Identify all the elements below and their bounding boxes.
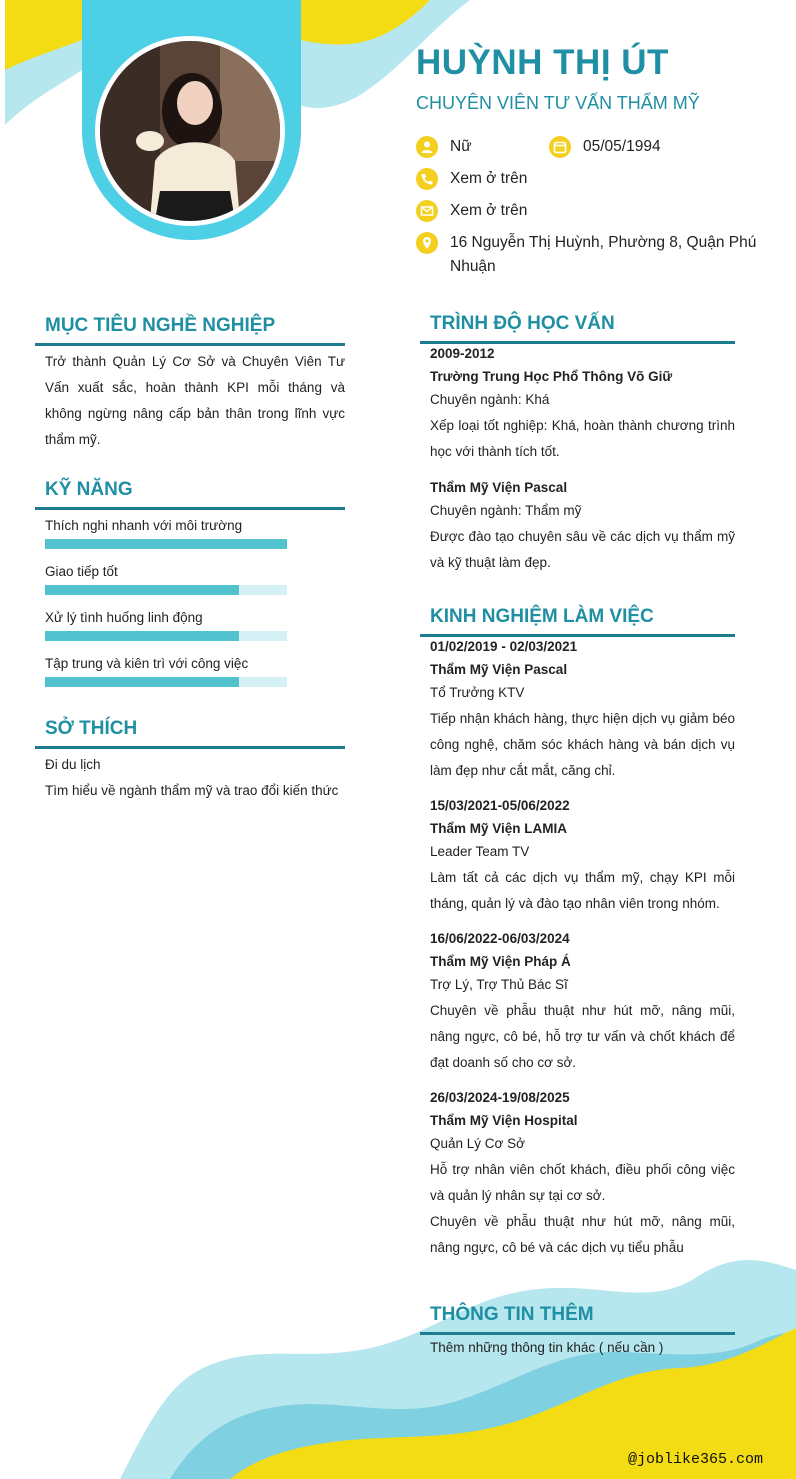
objective-text: Trở thành Quản Lý Cơ Sở và Chuyên Viên Tư Vấn xuất sắc, hoàn thành KPI mỗi tháng và không ngừng nâng cấp bản thân trong lĩnh vực thẩm mỹ. [45, 354, 345, 447]
company-name: Thẩm Mỹ Viện Pháp Á [430, 954, 571, 969]
experience-date: 16/06/2022-06/03/2024 [430, 931, 570, 946]
job-role: Trợ Lý, Trợ Thủ Bác Sĩ [430, 977, 568, 992]
job-title: CHUYÊN VIÊN TƯ VẤN THẨM MỸ [416, 93, 700, 113]
extra-heading: THÔNG TIN THÊM [420, 1302, 735, 1335]
extra-text: Thêm những thông tin khác ( nếu cần ) [430, 1340, 664, 1355]
company-name: Thẩm Mỹ Viện LAMIA [430, 821, 568, 836]
person-icon [416, 136, 438, 158]
school-name: Thẩm Mỹ Viện Pascal [430, 480, 568, 495]
address: 16 Nguyễn Thị Huỳnh, Phường 8, Quận Phú Nhuận [450, 234, 757, 275]
extra-section [430, 1335, 735, 1361]
education-major: Chuyên ngành: Khá [430, 392, 550, 407]
birthday-row [549, 136, 661, 159]
education-entry [430, 478, 735, 576]
skill-bar-fill [45, 539, 287, 549]
education-list [430, 345, 735, 576]
company-name: Thẩm Mỹ Viện Pascal [430, 662, 568, 677]
hobby-item: Tìm hiểu về ngành thẩm mỹ và trao đổi kiến thức [45, 783, 339, 798]
header [416, 42, 776, 114]
skill-bar-fill [45, 677, 239, 687]
skill-bar [45, 539, 287, 549]
company-name: Thẩm Mỹ Viện Hospital [430, 1113, 578, 1128]
skill-bar-fill [45, 585, 239, 595]
calendar-icon [549, 136, 571, 158]
objective-heading: MỤC TIÊU NGHỀ NGHIỆP [35, 313, 345, 346]
email-row [416, 200, 527, 223]
experience-list [430, 638, 735, 1261]
email: Xem ở trên [450, 202, 528, 219]
skill-bar [45, 585, 287, 595]
experience-heading: KINH NGHIỆM LÀM VIỆC [420, 604, 735, 637]
phone: Xem ở trên [450, 170, 528, 187]
skills-heading: KỸ NĂNG [35, 477, 345, 510]
address-row [416, 232, 761, 279]
experience-date: 01/02/2019 - 02/03/2021 [430, 639, 578, 654]
phone-row [416, 168, 527, 191]
job-role: Tổ Trưởng KTV [430, 685, 525, 700]
job-description: Chuyên về phẫu thuật như hút mỡ, nâng mũi, nâng ngực, cô bé, hỗ trợ tư vấn và chốt khách để đạt doanh số cho cơ sở. [430, 1003, 735, 1070]
experience-entry [430, 797, 735, 917]
profile-photo [100, 41, 280, 221]
job-role: Leader Team TV [430, 844, 530, 859]
education-date: 2009-2012 [430, 346, 495, 361]
job-role: Quản Lý Cơ Sở [430, 1136, 525, 1151]
hobby-item: Đi du lịch [45, 757, 101, 772]
experience-entry [430, 1089, 735, 1261]
job-description: Hỗ trợ nhân viên chốt khách, điều phối công việc và quản lý nhân sự tại cơ sở. [430, 1162, 735, 1203]
school-name: Trường Trung Học Phổ Thông Võ Giữ [430, 369, 673, 384]
hobbies-heading: SỞ THÍCH [35, 716, 345, 749]
skill-bar [45, 677, 287, 687]
experience-date: 15/03/2021-05/06/2022 [430, 798, 570, 813]
gender: Nữ [450, 138, 472, 155]
phone-icon [416, 168, 438, 190]
education-entry [430, 345, 735, 465]
education-note: Được đào tạo chuyên sâu về các dịch vụ thẩm mỹ và kỹ thuật làm đẹp. [430, 529, 735, 570]
mail-icon [416, 200, 438, 222]
experience-entry [430, 638, 735, 784]
education-note: Xếp loại tốt nghiệp: Khá, hoàn thành chương trình học với thành tích tốt. [430, 418, 735, 459]
skill-bar-fill [45, 631, 239, 641]
job-description: Chuyên về phẫu thuật như hút mỡ, nâng mũi, nâng ngực, cô bé và các dịch vụ tiểu phẫu [430, 1214, 735, 1255]
gender-row [416, 136, 472, 159]
experience-date: 26/03/2024-19/08/2025 [430, 1090, 570, 1105]
skill-label: Giao tiếp tốt [45, 564, 118, 579]
birthday: 05/05/1994 [583, 138, 661, 155]
footer-watermark: @joblike365.com [627, 1451, 763, 1468]
location-icon [416, 232, 438, 254]
education-major: Chuyên ngành: Thẩm mỹ [430, 503, 582, 518]
skill-label: Thích nghi nhanh với môi trường [45, 518, 243, 533]
skill-label: Xử lý tình huống linh động [45, 610, 203, 625]
full-name: HUỲNH THỊ ÚT [416, 43, 669, 82]
job-description: Làm tất cả các dịch vụ thẩm mỹ, chạy KPI mỗi tháng, quản lý và đào tạo nhân viên trong nhóm. [430, 870, 735, 911]
education-heading: TRÌNH ĐỘ HỌC VẤN [420, 311, 735, 344]
skill-label: Tập trung và kiên trì với công việc [45, 656, 249, 671]
job-description: Tiếp nhận khách hàng, thực hiện dịch vụ giảm béo công nghệ, chăm sóc khách hàng và bán dịch vụ làm đẹp như cắt mắt, căng chỉ. [430, 711, 735, 778]
skill-bar [45, 631, 287, 641]
experience-entry [430, 930, 735, 1076]
